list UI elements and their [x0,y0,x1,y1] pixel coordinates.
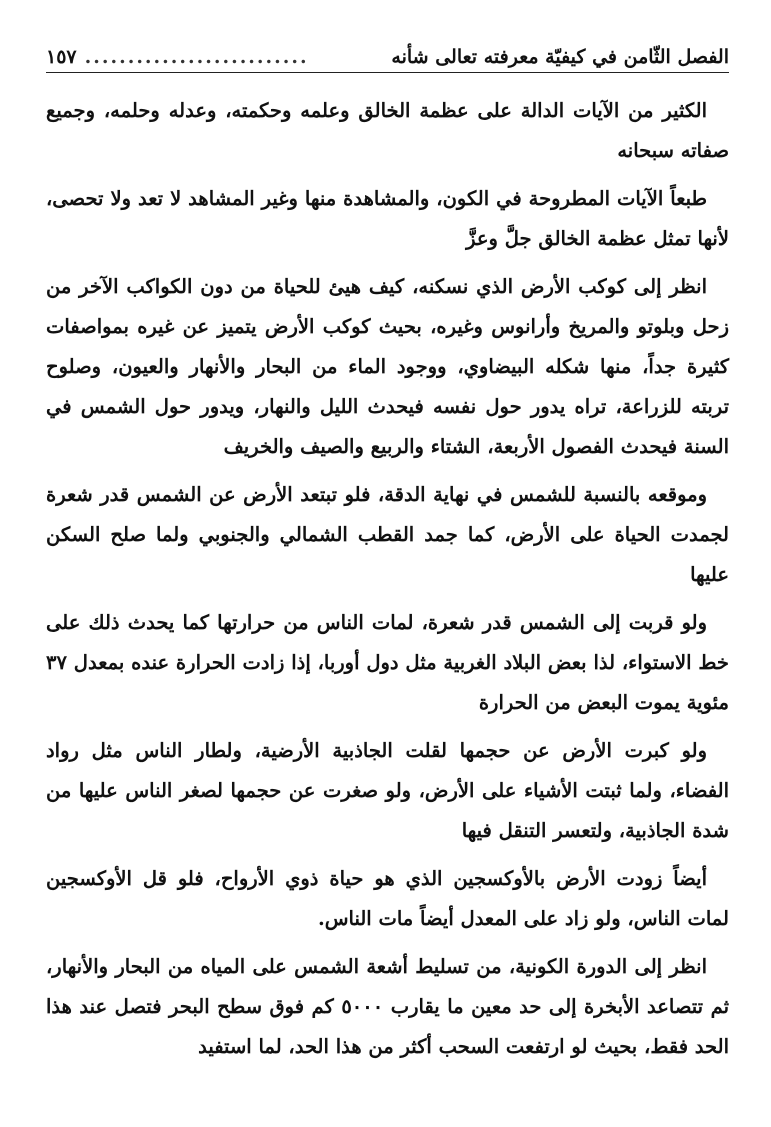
page-number: ١٥٧ [46,46,77,68]
dot-leader: .......................... [84,46,309,68]
paragraph: انظر إلى الدورة الكونية، من تسليط أشعة الشمس على المياه من البحار والأنهار، ثم تتصاعد الأبخرة إلى حد معين ما يقارب ٥٠٠٠ كم فوق سطح البحر فتصل عند هذا الحد فقط، بحيث لو ارتفعت السحب أكثر من هذا الحد، لما استفيد [46,955,729,1058]
paragraph: وموقعه بالنسبة للشمس في نهاية الدقة، فلو تبتعد الأرض عن الشمس قدر شعرة لجمدت الحياة على الأرض، كما جمد القطب الشمالي والجنوبي ولما صلح السكن عليها [46,483,729,586]
paragraph: الكثير من الآيات الدالة على عظمة الخالق وعلمه وحكمته، وعدله وحلمه، وجميع صفاته سبحانه [46,99,729,162]
paragraph: أيضاً زودت الأرض بالأوكسجين الذي هو حياة ذوي الأرواح، فلو قل الأوكسجين لمات الناس، ولو زاد على المعدل أيضاً مات الناس. [46,867,729,930]
paragraph: طبعاً الآيات المطروحة في الكون، والمشاهدة منها وغير المشاهد لا تعد ولا تحصى، لأنها تمثل عظمة الخالق جلَّ وعزَّ [46,187,729,250]
paragraph: انظر إلى كوكب الأرض الذي نسكنه، كيف هيئ للحياة من دون الكواكب الآخر من زحل وبلوتو والمريخ وأرانوس وغيره، بحيث كوكب الأرض يتميز عن غيره بمواصفات كثيرة جداً، منها شكله البيضاوي، ووجود الماء من البحار والأنهار والعيون، وصلوح تربته للزراعة، تراه يدور حول نفسه فيحدث الليل والنهار، ويدور حول الشمس في السنة فيحدث الفصول الأربعة، الشتاء والربيع والصيف والخريف [46,275,729,458]
paragraph: ولو قربت إلى الشمس قدر شعرة، لمات الناس من حرارتها كما يحدث ذلك على خط الاستواء، لذا بعض البلاد الغربية مثل دول أوربا، إذا زادت الحرارة عنده بمعدل ٣٧ مئوية يموت البعض من الحرارة [46,611,729,714]
page-body [46,91,729,1067]
paragraph: ولو كبرت الأرض عن حجمها لقلت الجاذبية الأرضية، ولطار الناس مثل رواد الفضاء، ولما ثبتت الأشياء على الأرض، ولو صغرت عن حجمها لصغر الناس عليها من شدة الجاذبية، ولتعسر التنقل فيها [46,739,729,842]
running-header [46,28,729,73]
chapter-title: الفصل الثّامن في كيفيّة معرفته تعالى شأنه [391,46,729,68]
